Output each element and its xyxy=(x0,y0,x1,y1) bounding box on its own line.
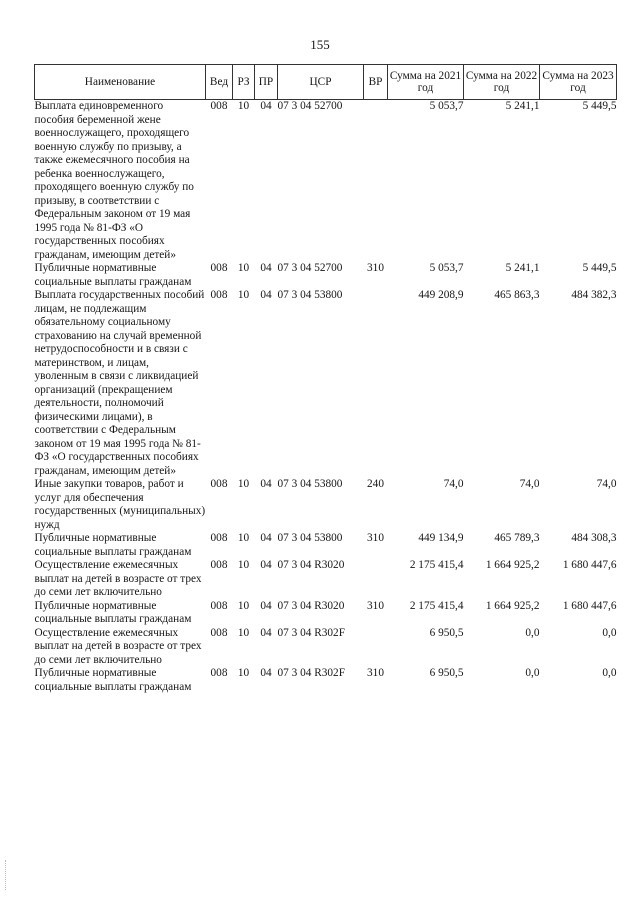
table-row xyxy=(35,100,617,263)
cell-sum-2023: 74,0 xyxy=(596,478,617,490)
cell-ved: 008 xyxy=(210,532,228,544)
cell-pr: 04 xyxy=(260,559,272,571)
cell-pr: 04 xyxy=(260,478,272,490)
cell-pr: 04 xyxy=(260,289,272,301)
table-row xyxy=(35,627,617,668)
cell-csr: 07 3 04 52700 xyxy=(277,100,343,112)
cell-vr: 310 xyxy=(367,667,384,679)
table-row xyxy=(35,478,617,532)
cell-ved: 008 xyxy=(210,626,228,639)
cell-rz: 10 xyxy=(237,478,250,490)
cell-sum-2022: 74,0 xyxy=(519,478,540,490)
cell-sum-2021: 6 950,5 xyxy=(429,667,464,679)
cell-sum-2023: 0,0 xyxy=(602,667,617,679)
cell-rz: 10 xyxy=(237,262,250,274)
cell-csr: 07 3 04 53800 xyxy=(277,532,343,544)
cell-csr: 07 3 04 52700 xyxy=(277,262,343,274)
cell-name: Выплата государственных пособий лицам, не подлежащим обязательному социальному страхованию на случай временной нетрудоспособности и в связи с материнством, и лицам, уволенным в связи с ликвидацией организаций (прекращением деятельности, полномочий физическими лицами), в соответствии с Федеральным законом от 19 мая 1995 года № 81-ФЗ «О государственных пособиях гражданам, имеющим детей» xyxy=(34,289,205,477)
header-csr: ЦСР xyxy=(278,65,364,100)
cell-sum-2021: 5 053,7 xyxy=(429,100,464,112)
cell-pr: 04 xyxy=(260,532,272,544)
cell-name: Публичные нормативные социальные выплаты гражданам xyxy=(34,667,192,693)
cell-csr: 07 3 04 53800 xyxy=(277,289,343,301)
cell-rz: 10 xyxy=(237,559,250,571)
cell-pr: 04 xyxy=(260,626,272,639)
table-row xyxy=(35,289,617,478)
cell-vr xyxy=(364,627,388,668)
cell-sum-2023: 484 382,3 xyxy=(571,289,617,301)
cell-sum-2022: 1 664 925,2 xyxy=(485,599,540,612)
cell-sum-2021: 5 053,7 xyxy=(429,262,464,274)
scan-margin-dots xyxy=(5,860,10,890)
cell-sum-2022: 0,0 xyxy=(525,626,540,639)
table-row xyxy=(35,532,617,559)
cell-sum-2023: 5 449,5 xyxy=(582,262,617,274)
cell-csr: 07 3 04 R302F xyxy=(277,626,345,639)
cell-pr: 04 xyxy=(260,262,272,274)
cell-vr xyxy=(364,100,388,263)
cell-csr: 07 3 04 53800 xyxy=(277,478,343,490)
cell-sum-2021: 449 208,9 xyxy=(418,289,464,301)
cell-rz: 10 xyxy=(237,289,250,301)
header-ved: Вед xyxy=(206,65,233,100)
header-name: Наименование xyxy=(35,65,206,100)
cell-vr: 310 xyxy=(367,532,384,544)
cell-sum-2023: 1 680 447,6 xyxy=(562,559,617,571)
cell-pr: 04 xyxy=(260,667,272,679)
cell-sum-2022: 465 789,3 xyxy=(494,532,540,544)
cell-ved: 008 xyxy=(210,100,228,112)
cell-sum-2021: 2 175 415,4 xyxy=(409,599,464,612)
cell-sum-2023: 484 308,3 xyxy=(571,532,617,544)
cell-vr xyxy=(364,559,388,600)
cell-sum-2021: 74,0 xyxy=(443,478,464,490)
cell-rz: 10 xyxy=(237,100,250,112)
header-sum-2021: Сумма на 2021 год xyxy=(388,65,464,100)
cell-ved: 008 xyxy=(210,667,228,679)
table-row xyxy=(35,667,617,694)
cell-ved: 008 xyxy=(210,262,228,274)
cell-name: Публичные нормативные социальные выплаты гражданам xyxy=(34,599,192,625)
cell-pr: 04 xyxy=(260,100,272,112)
cell-sum-2022: 5 241,1 xyxy=(505,100,540,112)
cell-sum-2023: 0,0 xyxy=(602,626,617,639)
header-pr: ПР xyxy=(255,65,278,100)
cell-rz: 10 xyxy=(237,599,250,612)
budget-table xyxy=(34,64,617,694)
cell-csr: 07 3 04 R302F xyxy=(277,667,345,679)
header-vr: ВР xyxy=(364,65,388,100)
table-row xyxy=(35,600,617,627)
cell-vr: 240 xyxy=(367,478,384,490)
cell-sum-2022: 5 241,1 xyxy=(505,262,540,274)
cell-rz: 10 xyxy=(237,667,250,679)
cell-sum-2021: 2 175 415,4 xyxy=(409,559,464,571)
cell-pr: 04 xyxy=(260,599,272,612)
header-rz: РЗ xyxy=(233,65,255,100)
page-number: 155 xyxy=(310,37,330,52)
cell-sum-2023: 1 680 447,6 xyxy=(562,599,617,612)
cell-rz: 10 xyxy=(237,626,250,639)
table-row xyxy=(35,559,617,600)
cell-vr: 310 xyxy=(367,262,384,274)
cell-sum-2021: 449 134,9 xyxy=(418,532,464,544)
cell-rz: 10 xyxy=(237,532,250,544)
cell-name: Осуществление ежемесячных выплат на детей в возрасте от трех до семи лет включительно xyxy=(34,559,202,598)
cell-vr: 310 xyxy=(367,599,384,612)
cell-name: Иные закупки товаров, работ и услуг для обеспечения государственных (муниципальных) нужд xyxy=(34,478,206,531)
cell-ved: 008 xyxy=(210,478,228,490)
cell-sum-2022: 1 664 925,2 xyxy=(485,559,540,571)
header-sum-2022: Сумма на 2022 год xyxy=(464,65,540,100)
header-sum-2023: Сумма на 2023 год xyxy=(540,65,617,100)
cell-name: Публичные нормативные социальные выплаты гражданам xyxy=(34,532,192,558)
cell-name: Осуществление ежемесячных выплат на детей в возрасте от трех до семи лет включительно xyxy=(34,626,202,666)
cell-sum-2022: 0,0 xyxy=(525,667,540,679)
cell-vr xyxy=(364,289,388,478)
cell-csr: 07 3 04 R3020 xyxy=(277,599,345,612)
cell-ved: 008 xyxy=(210,599,228,612)
table-header-row xyxy=(35,65,617,100)
cell-sum-2022: 465 863,3 xyxy=(494,289,540,301)
cell-sum-2021: 6 950,5 xyxy=(429,626,464,639)
table-row xyxy=(35,262,617,289)
cell-name: Выплата единовременного пособия беременной жене военнослужащего, проходящего военную службу по призыву, а также ежемесячного пособия на ребенка военнослужащего, проходящего военную службу по призыву, в соответствии с Федеральным законом от 19 мая 1995 года № 81-ФЗ «О государственных пособиях гражданам, имеющим детей» xyxy=(34,100,194,261)
cell-csr: 07 3 04 R3020 xyxy=(277,559,345,571)
cell-ved: 008 xyxy=(210,289,228,301)
cell-name: Публичные нормативные социальные выплаты гражданам xyxy=(34,262,192,288)
cell-sum-2023: 5 449,5 xyxy=(582,100,617,112)
cell-ved: 008 xyxy=(210,559,228,571)
